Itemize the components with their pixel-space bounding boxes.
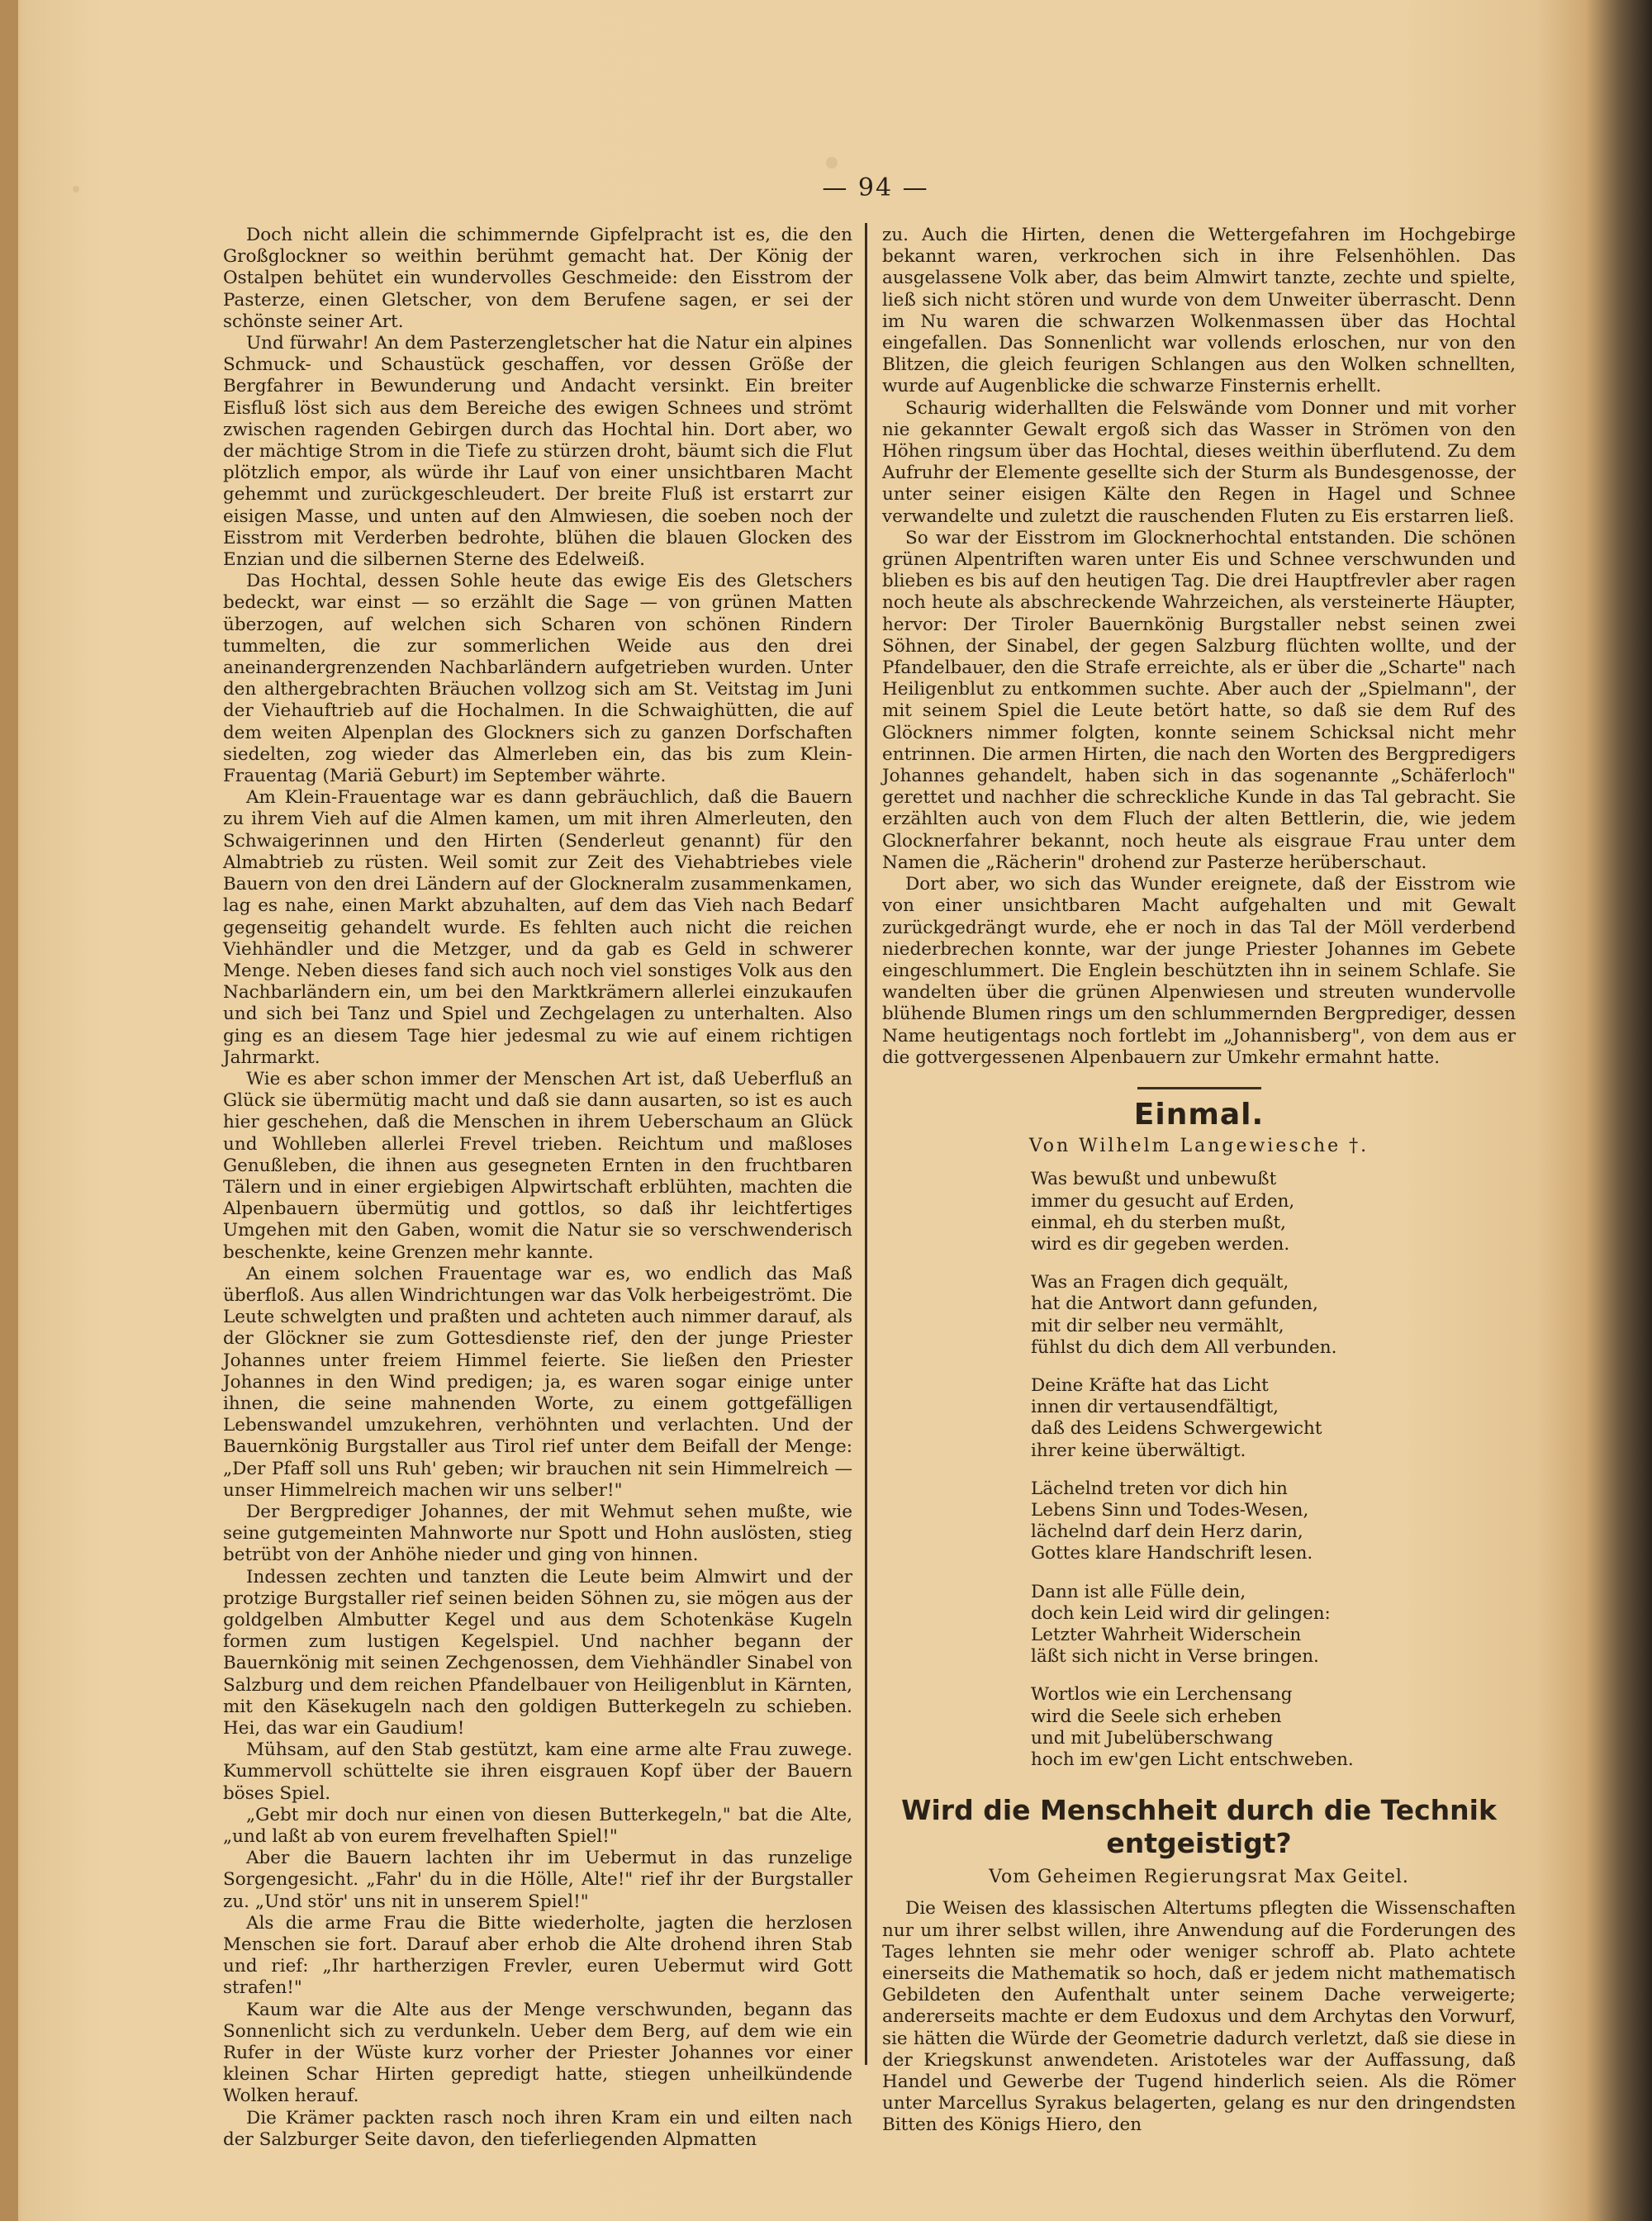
poem-line: innen dir vertausendfältigt, [1031,1397,1279,1418]
paragraph: Kaum war die Alte aus der Menge verschwunden, begann das Sonnenlicht sich zu verdunkeln. Ueber dem Berg, auf dem wie ein Rufer in der Wüste kurz vorher der Priester Johannes vor einer kleinen Schar Hirten gepredigt hatte, stiegen unheilkündende Wolken herauf. [223,1999,852,2107]
paragraph: Doch nicht allein die schimmernde Gipfelpracht ist es, die den Großglockner so weithin berühmt gemacht hat. Der König der Ostalpen behütet ein wundervolles Geschmeide: den Eisstrom der Pasterze, einen Gletscher, von dem Berufene sagen, er sei der schönste seiner Art. [223,225,852,332]
paragraph: Am Klein-Frauentage war es dann gebräuchlich, daß die Bauern zu ihrem Vieh auf die Almen kamen, um mit ihren Almerleuten, den Schwaigerinnen und den Hirten (Senderleut genannt) für den Almabtrieb zu rüsten. Weil somit zur Zeit des Viehabtriebes viele Bauern von den drei Ländern auf der Glockneralm zusammenkamen, lag es nahe, einen Markt abzuhalten, auf dem das Vieh nach Bedarf gegenseitig gehandelt wurde. Es fehlten auch nicht die reichen Viehhändler und die Metzger, und da gab es Geld in schwerer Menge. Neben dieses fand sich auch noch viel sonstiges Volk aus den Nachbarländern ein, um bei den Marktkrämern allerlei einzukaufen und sich bei Tanz und Spiel und Zechgelagen zu unterhalten. Also ging es an diesem Tage hier jedesmal zu wie auf einem richtigen Jahrmarkt. [223,787,852,1068]
article-title: Wird die Menschheit durch die Technik entgeistigt? [901,1794,1497,1860]
paragraph: So war der Eisstrom im Glocknerhochtal entstanden. Die schönen grünen Alpentriften waren unter Eis und Schnee verschwunden und blieben es bis auf den heutigen Tag. Die drei Hauptfrevler aber ragen noch heute als abschreckende Wahrzeichen, als versteinerte Häupter, hervor: Der Tiroler Bauernkönig Burgstaller nebst seinen zwei Söhnen, der Sinabel, der gegen Salzburg flüchten wollte, und der Pfandelbauer, den die Strafe erreichte, als er über die „Scharte" nach Heiligenblut zu entkommen suchte. Aber auch der „Spielmann", der mit seinem Spiel die Leute betört hatte, so daß sie dem Ruf des Glöckners nimmer folgten, konnte seinem Schicksal nicht mehr entrinnen. Die armen Hirten, die nach den Worten des Bergpredigers Johannes gehandelt, haben sich in das sogenannte „Schäferloch" gerettet und nachher die schreckliche Kunde in das Tal gebracht. Sie erzählten auch von dem Fluch der alten Bettlerin, die, wie jedem Glocknerfahrer bekannt, noch heute als eisgraue Frau unter dem Namen die „Rächerin" drohend zur Pasterze herüberschaut. [882,527,1516,873]
poem-line: wird die Seele sich erheben [1031,1706,1282,1727]
poem-line: wird es dir gegeben werden. [1031,1233,1290,1255]
ink-spot [826,157,838,168]
poem-line: und mit Jubelüberschwang [1031,1727,1274,1749]
paragraph: Aber die Bauern lachten ihr im Uebermut in das runzelige Sorgengesicht. „Fahr' du in die Hölle, Alte!" rief ihr der Burgstaller zu. „Und stör' uns nit in unserem Spiel!" [223,1848,852,1912]
poem-line: daß des Leidens Schwergewicht [1031,1418,1322,1440]
paragraph: Der Bergprediger Johannes, der mit Wehmut sehen mußte, wie seine gutgemeinten Mahnworte nur Spott und Hohn auslösten, stieg betrübt von der Anhöhe nieder und ging von hinnen. [223,1501,852,1566]
paragraph: „Gebt mir doch nur einen von diesen Butterkegeln," bat die Alte, „und laßt ab von eurem frevelhaften Spiel!" [223,1804,852,1848]
poem-line: lächelnd darf dein Herz darin, [1031,1521,1303,1543]
poem-line: fühlst du dich dem All verbunden. [1031,1336,1337,1358]
left-column [223,225,852,2151]
poem-stanza [1031,1582,1516,1668]
book-binding [0,0,18,2221]
paragraph: Das Hochtal, dessen Sohle heute das ewige Eis des Gletschers bedeckt, war einst — so erzählt die Sage — von grünen Matten überzogen, auf welchen sich Scharen von schönen Rindern tummelten, die zur sommerlichen Weide aus den drei aneinandergrenzenden Nachbarländern aufgetrieben wurden. Unter den althergebrachten Bräuchen vollzog sich am St. Veitstag im Juni der Viehauftrieb auf die Hochalmen. In die Schwaighütten, die auf dem weiten Alpenplan des Glockners sich zu ganzen Dorfschaften siedelten, zog wieder das Almerleben ein, das bis zum Klein-Frauentag (Mariä Geburt) im September währte. [223,571,852,787]
poem-line: hat die Antwort dann gefunden, [1031,1293,1318,1315]
paragraph: An einem solchen Frauentage war es, wo endlich das Maß überfloß. Aus allen Windrichtungen war das Volk herbeigeströmt. Die Leute schwelgten und praßten und achteten auch nimmer darauf, als der Glöckner sie zum Gottesdienste rief, den der junge Priester Johannes unter freiem Himmel feierte. Sie ließen den Priester Johannes in den Wind predigen; ja, es waren sogar einige unter ihnen, die seine mahnenden Worte, zu einem gottgefälligen Lebenswandel umzukehren, verhöhnten und verlachten. Und der Bauernkönig Burgstaller aus Tirol rief unter dem Beifall der Menge: „Der Pfaff soll uns Ruh' geben; wir brauchen nit sein Himmelreich — unser Himmelreich machen wir uns selber!" [223,1263,852,1501]
poem-line: Deine Kräfte hat das Licht [1031,1374,1269,1396]
poem-line: ihrer keine überwältigt. [1031,1440,1246,1461]
poem-line: mit dir selber neu vermählt, [1031,1315,1284,1336]
column-divider [865,223,867,2065]
poem-line: immer du gesucht auf Erden, [1031,1190,1295,1212]
poem-stanza [1031,1272,1516,1359]
article-byline: Vom Geheimen Regierungsrat Max Geitel. [989,1867,1409,1888]
poem-line: Was bewußt und unbewußt [1031,1169,1277,1190]
ink-spot [73,186,79,192]
poem-line: Letzter Wahrheit Widerschein [1031,1624,1302,1645]
paragraph: Schaurig widerhallten die Felswände vom Donner und mit vorher nie gekannter Gewalt ergoß sich das Wasser in Strömen von den Höhen ringsum über das Hochtal, dieses weithin überflutend. Zu dem Aufruhr der Elemente gesellte sich der Sturm als Bundesgenosse, der unter seiner eisigen Kälte den Regen in Hagel und Schnee verwandelte und zuletzt die rauschenden Fluten zu Eis erstarren ließ. [882,397,1516,527]
poem-line: Lebens Sinn und Todes-Wesen, [1031,1499,1309,1521]
paragraph: Indessen zechten und tanzten die Leute beim Almwirt und der protzige Burgstaller rief seinen beiden Söhnen zu, sie mögen aus der goldgelben Almbutter Kegel und aus dem Schotenkäse Kugeln formen zum lustigen Kegelspiel. Und nachher begann der Bauernkönig mit seinen Zechgenossen, dem Viehhändler Sinabel von Salzburg und dem reichen Pfandelbauer von Heiligenblut in Kärnten, mit den Käsekugeln nach den goldigen Butterkegeln zu schieben. Hei, das war ein Gaudium! [223,1566,852,1739]
poem-stanza [1031,1478,1516,1565]
poem-line: doch kein Leid wird dir gelingen: [1031,1602,1331,1624]
poem-line: Lächelnd treten vor dich hin [1031,1478,1288,1499]
paragraph: Mühsam, auf den Stab gestützt, kam eine arme alte Frau zuwege. Kummervoll schüttelte sie ihren eisgrauen Kopf über der Bauern böses Spiel. [223,1739,852,1804]
poem [1031,1169,1516,1771]
paragraph: Die Weisen des klassischen Altertums pflegten die Wissenschaften nur um ihrer selbst willen, ihre Anwendung auf die Forderungen des Tages lehnten sie mehr oder weniger schroff ab. Plato achtete einerseits die Mathematik so hoch, daß er jedem nicht mathematisch Gebildeten den Aufenthalt unter seinem Dache verweigerte; andererseits machte er dem Eudoxus und dem Archytas den Vorwurf, sie hätten die Würde der Geometrie dadurch verletzt, daß sie diese in der Kriegskunst anwendeten. Aristoteles war der Auffassung, daß Handel und Gewerbe der Tugend hinderlich seien. Als die Römer unter Marcellus Syrakus belagerten, gelang es nur den dringendsten Bitten des Königs Hiero, den [882,1898,1516,2136]
poem-line: Dann ist alle Fülle dein, [1031,1581,1246,1602]
poem-line: läßt sich nicht in Verse bringen. [1031,1646,1319,1668]
poem-line: Was an Fragen dich gequält, [1031,1272,1289,1293]
poem-stanza [1031,1169,1516,1255]
paragraph: Dort aber, wo sich das Wunder ereignete, daß der Eisstrom wie von einer unsichtbaren Macht aufgehalten und mit Gewalt zurückgedrängt wurde, ehe er noch in das Tal der Möll verderbend niederbrechen konnte, war der junge Priester Johannes im Gebete eingeschlummert. Die Englein beschützten ihn in seinem Schlafe. Sie wandelten über die grünen Alpenwiesen und streuten wundervolle blühende Blumen rings um den schlummernden Bergprediger, dessen Name heutigentags noch fortlebt im „Johannisberg", von dem aus er die gottvergessenen Alpenbauern zur Umkehr ermahnt hatte. [882,874,1516,1068]
poem-title: Einmal. [1133,1097,1265,1132]
section-separator [1137,1087,1261,1089]
paragraph: Die Krämer packten rasch noch ihren Kram ein und eilten nach der Salzburger Seite davon, den tieferliegenden Alpmatten [223,2107,852,2150]
poem-line: Wortlos wie ein Lerchensang [1031,1684,1293,1706]
poem-line: Gottes klare Handschrift lesen. [1031,1543,1313,1564]
paragraph: Als die arme Frau die Bitte wiederholte, jagten die herzlosen Menschen sie fort. Darauf aber erhob die Alte drohend ihren Stab und rief: „Ihr hartherzigen Frevler, euren Uebermut wird Gott strafen!" [223,1912,852,1999]
paragraph: Wie es aber schon immer der Menschen Art ist, daß Ueberfluß an Glück sie übermütig macht und daß sie dann ausarten, so ist es auch hier geschehen, daß die Menschen in ihrem Ueberschaum an Glück und Wohlleben allerlei Frevel trieben. Reichtum und maßloses Genußleben, die ihnen aus gesegneten Ernten in den fruchtbaren Tälern und in einer ergiebigen Alpwirtschaft erblühten, machten die Alpenbauern übermütig und gottlos, so daß ihr leichtfertiges Umgehen mit den Gaben, womit die Natur sie so verschwenderisch beschenkte, keine Grenzen mehr kannte. [223,1068,852,1263]
right-column [882,225,1516,2137]
poem-byline: Von Wilhelm Langewiesche †. [1028,1136,1370,1157]
paragraph: Und fürwahr! An dem Pasterzengletscher hat die Natur ein alpines Schmuck- und Schaustück geschaffen, vor dessen Größe der Bergfahrer in Bewunderung und Andacht versinkt. Ein breiter Eisfluß löst sich aus dem Bereiche des ewigen Schnees und strömt zwischen ragenden Gebirgen durch das Hochtal hin. Dort aber, wo der mächtige Strom in die Tiefe zu stürzen droht, bäumt sich die Flut plötzlich empor, als würde ihr Lauf von einer unsichtbaren Macht gehemmt und zurückgeschleudert. Der breite Fluß ist erstarrt zur eisigen Masse, und unten auf den Almwiesen, die soeben noch der Eisstrom mit Verderben bedrohte, blühen die blauen Glocken des Enzian und die silbernen Sterne des Edelweiß. [223,333,852,571]
poem-stanza [1031,1375,1516,1462]
page-number: — 94 — [822,173,929,202]
poem-line: hoch im ew'gen Licht entschweben. [1031,1749,1354,1770]
poem-stanza [1031,1684,1516,1771]
paragraph: zu. Auch die Hirten, denen die Wettergefahren im Hochgebirge bekannt waren, verkrochen sich in ihre Felsenhöhlen. Das ausgelassene Volk aber, das beim Almwirt tanzte, zechte und spielte, ließ sich nicht stören und wurde von dem Unweiter überrascht. Denn im Nu waren die schwarzen Wolkenmassen über das Hochtal eingefallen. Das Sonnenlicht war vollends erloschen, nur von den Blitzen, die gleich feurigen Schlangen aus den Wolken schnellten, wurde auf Augenblicke die schwarze Finsternis erhellt. [882,225,1516,397]
poem-line: einmal, eh du sterben mußt, [1031,1212,1286,1233]
